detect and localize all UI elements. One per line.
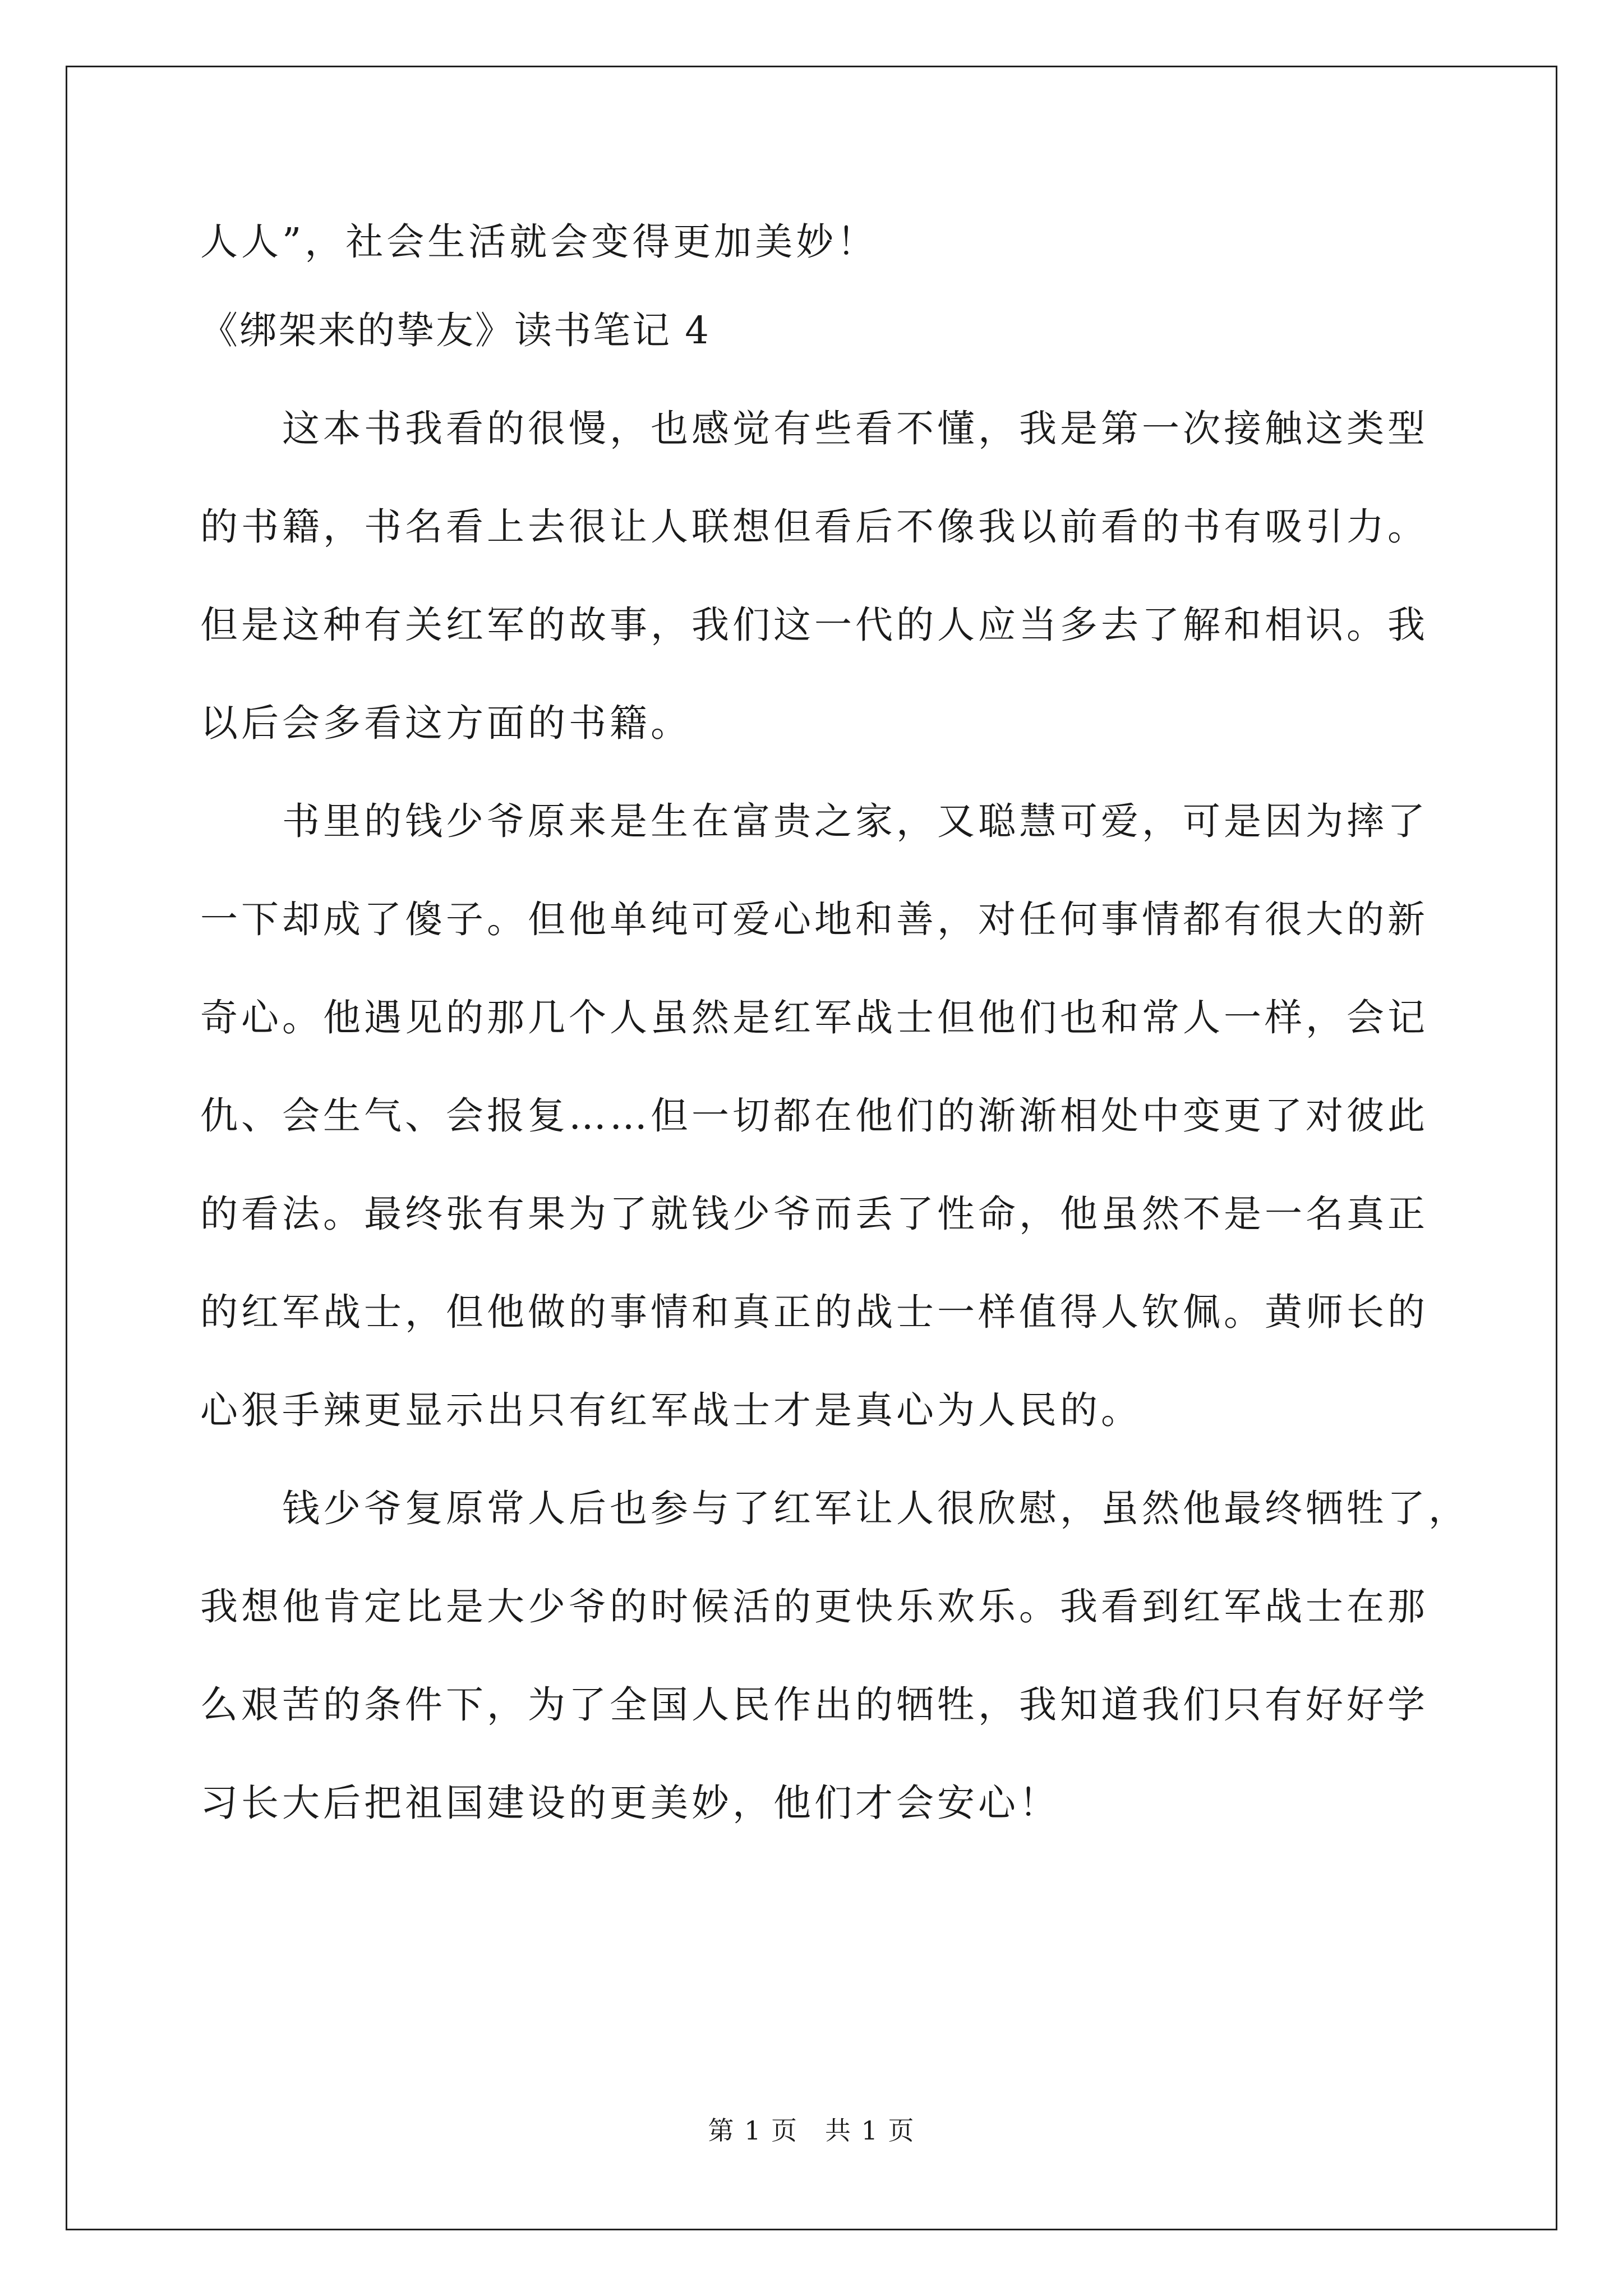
page-footer: 第 1 页 共 1 页 [708,2115,915,2146]
section-title: 《绑架来的挚友》读书笔记 4 [200,309,711,352]
text-line: 么艰苦的条件下，为了全国人民作出的牺牲，我知道我们只有好好学 [200,1683,1428,1727]
text-line: 这本书我看的很慢，也感觉有些看不懂，我是第一次接触这类型 [200,407,1428,450]
text-line: 的书籍，书名看上去很让人联想但看后不像我以前看的书有吸引力。 [200,505,1428,549]
text-line: 书里的钱少爷原来是生在富贵之家，又聪慧可爱，可是因为摔了 [200,799,1428,843]
page-border [66,66,1557,2230]
text-line: 的红军战士，但他做的事情和真正的战士一样值得人钦佩。黄师长的 [200,1290,1428,1334]
text-line: 但是这种有关红军的故事，我们这一代的人应当多去了解和相识。我 [200,603,1428,647]
text-line: 习长大后把祖国建设的更美妙，他们才会安心！ [200,1781,1060,1825]
text-line: 心狠手辣更显示出只有红军战士才是真心为人民的。 [200,1388,1142,1432]
text-line: 以后会多看这方面的书籍。 [200,701,691,745]
text-line: 仇、会生气、会报复……但一切都在他们的渐渐相处中变更了对彼此 [200,1094,1428,1138]
text-line: 人人”，社会生活就会变得更加美妙！ [200,220,878,264]
text-line: 钱少爷复原常人后也参与了红军让人很欣慰，虽然他最终牺牲了， [200,1487,1469,1530]
text-line: 奇心。他遇见的那几个人虽然是红军战士但他们也和常人一样，会记 [200,996,1428,1039]
text-line: 的看法。最终张有果为了就钱少爷而丢了性命，他虽然不是一名真正 [200,1192,1428,1236]
text-line: 我想他肯定比是大少爷的时候活的更快乐欢乐。我看到红军战士在那 [200,1585,1428,1628]
text-line: 一下却成了傻子。但他单纯可爱心地和善，对任何事情都有很大的新 [200,898,1428,941]
